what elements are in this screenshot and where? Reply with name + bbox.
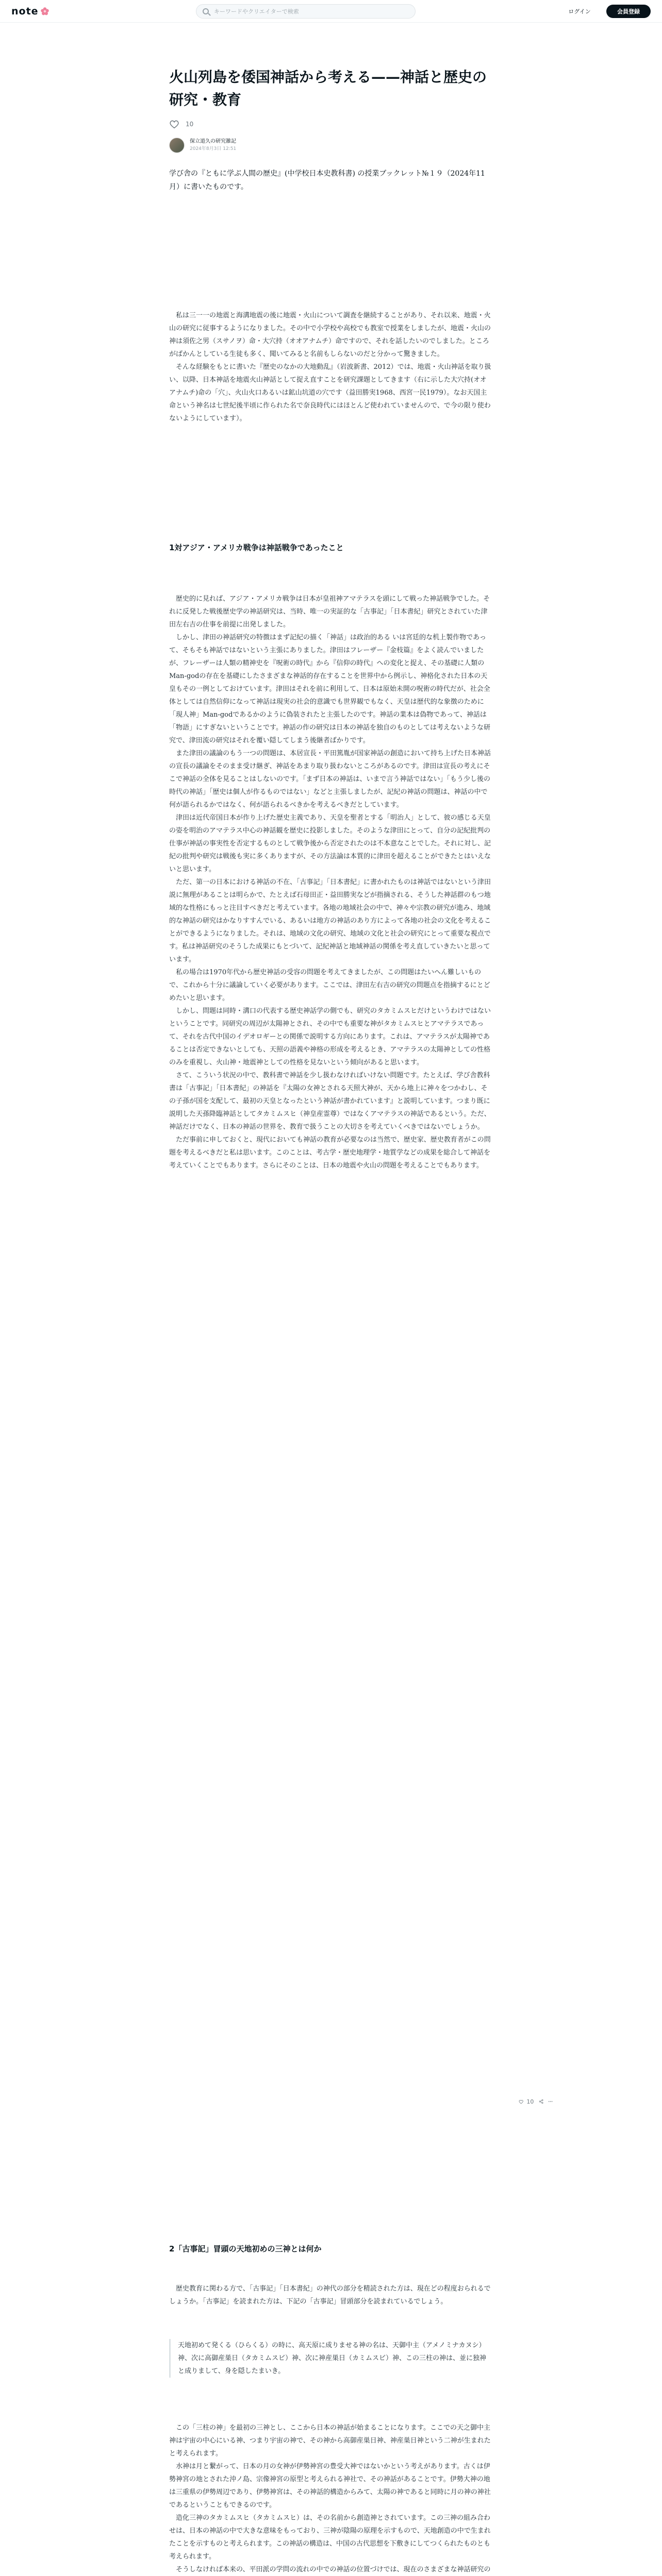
kojiki-quote: 天地初めて発くる（ひらくる）の時に、高天原に成りませる神の名は、天御中主（アメノミナカヌシ）神、次に高御産巣日（タカミムスビ）神、次に神産巣日（カミムスビ）神、この三柱の神は、並に独神と成りまして、身を隠したまいき。 [169, 2339, 492, 2378]
share-icon[interactable] [539, 2098, 543, 2105]
section-2-paragraph: 歴史教育に関わる方で、「古事記」「日本書紀」の神代の部分を精読された方は、現在どの程度おられるでしょうか。「古事記」を読まれた方は、下記の「古事記」冒頭部分を読まれているでしょう。 [169, 2285, 491, 2306]
section-1-paragraph: しかし、問題は同時・溝口の代表する歴史神話学の側でも、研究のタカミムスヒだけというわけではないということです。同研究の周辺が太陽神とされ、その中でも重要な神がタカミムスヒとアマテラスであって、それを古代中国のイデオロギーとの関係で説明する方向にあります。これは、アマテラスが太陽神であることは否定できないとしても、天照の語義や神格の形成を考えるとき、アマテラスの太陽神としての性格のみを重視し、火山神・地震神としての性格を見ないという傾向があると思います。 [169, 1007, 491, 1066]
avatar[interactable] [169, 138, 185, 153]
author-info [169, 137, 492, 154]
author-name[interactable]: 保立道久の研究雑記 [190, 139, 236, 144]
site-header [0, 0, 662, 23]
section-1-paragraph: また津田の議論のもう一つの問題は、本居宣長・平田篤胤が国家神話の創造において持ち上げた日本神話の宣長の議論をそのまま受け継ぎ、神話をあまり取り扱わないところがあるのです。津田は宣長の考えにそこで神話の全体を見ることはしないのです。「まず日本の神話は、いまで言う神話ではない」「もう少し後の時代の神話」「歴史は個人が作るものではない」などと主張しましたが、記紀の神話の問題は、神話の中で何が語られるかではなく、何が語られるべきかを考えるべきだとしています。 [169, 750, 491, 809]
section-1-paragraph: しかし、津田の神話研究の特徴はまず記紀の描く「神話」は政治的ある いは宮廷的な机上製作物であって、そもそも神話ではないという主張にありました。津田はフレーザー『金枝篇』をよく読んでいましたが、フレーザーは人類の精神史を『呪術の時代』から『信仰の時代』への変化と捉え、その基礎に人類のMan-godの存在を基礎にしたさまざまな神話的存在することを世界中から例示し、神格化された日本の天皇もその一例としておけています。津田はそれを前に利用して、日本は原始未開の呪術の時代だが、社会全体としては自然信仰になって神話は現実の社会的意識でも世界観でもなく、天皇は歴代的な象徴のために「現人神」Man-godであるかのように偽装されたと主張したのです。神話の業本は偽物であって、神話は「物語」にすぎないということです。神話の作の研究は日本の神話を独自のものとしては考えないような研究で、津田流の研究はそれを覆い隠してしまう後継者ばかりです。 [169, 634, 490, 744]
intro-block [169, 309, 492, 425]
search-box[interactable] [196, 4, 416, 19]
search-input[interactable] [214, 8, 410, 15]
login-button[interactable]: ログイン [562, 5, 597, 18]
section-1-paragraph: ただ事前に申しておくと、現代においても神話の教育が必要なのは当然で、歴史家、歴史教育者がこの問題を考えるべきだと私は思います。このことは、考古学・歴史地理学・地質学などの成果を総合して神話を考えていくことでもあります。さらにそのことは、日本の地震や火山の問題を考えることでもあります。 [169, 1136, 491, 1170]
section-1-paragraph: 津田は近代帝国日本が作り上げた歴史主義であり、天皇を聖者とする「明治人」として、彼の感じる天皇の姿を明治のアマテラス中心の神話観を歴史に投影しました。そのような津田にとって、自分の記紀批判の仕事が神話の事実性を否定するものとして戦争後から否定されたのは不本意なことでした。それに対し、記紀の批判や研究は戦後も実に多くありますが、その方法論は本質的に津田を超えることができたとはいえないと思います。 [169, 814, 491, 873]
section-2-paragraph: そうしなければ本来の、平田派の学問の流れの中での神話の位置づけでは、現在のさまざまな神話研究の [176, 2566, 491, 2573]
article-title: 火山列島を倭国神話から考える——神話と歴史の研究・教育 [169, 69, 487, 108]
section-2-paragraph: 造化三神のタカミムスヒ（タカミムスヒ）は、その名前から創造神とされています。この三神の組み合わせは、日本の神話の中で大きな意味をもっており、三神が陰陽の原理を示すもので、天地創造の中で生まれたことを示すものと考えられます。この神話の構造は、中国の古代思想を下敷きにしてつくられたものとも考えられます。 [169, 2514, 491, 2561]
heart-icon[interactable] [519, 2098, 523, 2105]
floating-action-bar [519, 2096, 557, 2107]
section-heading-1: 1対アジア・アメリカ戦争は神話戦争であったこと [169, 543, 344, 552]
search-icon [203, 8, 209, 14]
note-logo[interactable] [11, 5, 49, 18]
signup-button[interactable]: 会員登録 [606, 5, 651, 18]
heart-icon[interactable] [169, 120, 179, 129]
section-1-paragraph: 歴史的に見れば、アジア・アメリカ戦争は日本が皇祖神アマテラスを頭にして戦った神話戦争でした。それに反発した戦後歴史学の神話研究は、当時、唯一の実証的な「古事記」「日本書紀」研究とされていた津田左右吉の仕事を前提に出発しました。 [169, 595, 490, 629]
article-header [169, 66, 492, 194]
like-area [169, 118, 492, 130]
logo-text: note [11, 6, 39, 17]
lead-paragraph: 学び舎の『ともに学ぶ人間の歴史』(中学校日本史教科書) の授業ブックレット№１９（2024年11月）に書いたものです。 [169, 170, 485, 191]
section-2-intro [169, 2282, 492, 2308]
section-1-paragraph: さて、こういう状況の中で、教科書で神話を少し扱わなければいけない問題です。たとえば、学び舎教科書は「古事記」「日本書紀」の神話を『太陽の女神とされる天照大神が、天から地上に神々をつかわし、その子孫が国を支配して、最初の天皇となったという神話が書かれています』と説明しています。つまり既に説明した天孫降臨神話としてタカミムスヒ（神皇産霊尊）ではなくアマテラスの神話であるという。ただ、神話だけでなく、日本の神話の世界を、教育で扱うことの大切さを考えていくべきではないでしょうか。 [169, 1072, 491, 1131]
more-icon[interactable] [548, 2098, 553, 2105]
section-2-paragraph: 水神は月と繋がって、日本の月の女神が伊勢神宮の豊受大神ではないかという考えがあります。古くは伊勢神宮の地とされた沖ノ島、宗像神宮の原型と考えられる神社で、その神話があることです。伊勢大神の地は三重県の伊勢周辺であり、伊勢神宮は、その神話的構造からみて、太陽の神であると同時に月の神の神社であるということもできるのです。 [169, 2463, 491, 2509]
post-date: 2024年8月3日 12:51 [190, 146, 237, 151]
floating-like-count: 10 [526, 2098, 534, 2105]
flower-icon [40, 7, 49, 16]
intro-paragraph-2: そんな経験をもとに書いた『歴史のなかの大地動乱』（岩波新書、2012）では、地震・火山神話を取り扱い、以降、日本神話を地震火山神話として捉え直すことを研究課題としてきます（右に示した大穴持(オオアナムチ)命の「穴」、火山火口あるいは鉱山坑道の穴です（益田勝実1968、西宮一民1979）。なお天国主命という神名は七世紀後半頃に作られた名で奈良時代にはほとんど使われていませんので、で今の限り使わないようにしています）。 [169, 363, 491, 422]
like-count: 10 [186, 121, 194, 128]
section-2-body [169, 2421, 492, 2576]
section-heading-2: 2「古事記」冒頭の天地初めの三神とは何か [169, 2244, 322, 2253]
author-meta [190, 138, 236, 152]
section-1-body [169, 592, 492, 1172]
section-2-paragraph: この「三柱の神」を最初の三神とし、ここから日本の神話が始まることになります。ここでの天之御中主神は宇宙の中心にいる神、つまり宇宙の神で、その神から高御産巣日神、神産巣日神という二神が生まれたと考えられます。 [169, 2424, 491, 2458]
section-1-paragraph: ただ、第一の日本における神話の不在、「古事記」「日本書紀」に書かれたものは神話ではないという津田説に無理があることは明らかで、たとえば石母田正・益田勝実などが指摘される、そうした神話群のもつ地域的な性格にもっと注目すべきだと考えています。各地の地域社会の中で、神々や宗教の研究が進み、地域的な神話の研究はかなりすすんでいる、あるいは地方の神話のあり方によって各地の社会の文化を考えることができるようになりました。それは、地域の文化の研究、地域の文化と社会の研究にとって重要な視点です。私は神話研究のそうした成果にもとづいて、記紀神話と地域神話の関係を考え直していきたいと思っています。 [169, 878, 491, 963]
section-1-paragraph: 私の場合は1970年代から歴史神話の受容の問題を考えてきましたが、この問題はたいへん難しいもので、これから十分に議論していく必要があります。ここでは、津田左右吉の研究の問題点を指摘するにとどめたいと思います。 [169, 969, 490, 1002]
intro-paragraph-1: 私は三一一の地震と海溝地震の後に地震・火山について調査を継続することがあり、それ以来、地震・火山の研究に従事するようになりました。その中で小学校や高校でも教室で授業をしましたが、地震・火山の神は須佐之男（スサノヲ）命・大穴持（オオアナムチ）命ですので、それを話したいのでしました。ところがばかんとしている生徒も多く、聞いてみると名前もしらないのだと分かって驚きました。 [169, 312, 491, 358]
